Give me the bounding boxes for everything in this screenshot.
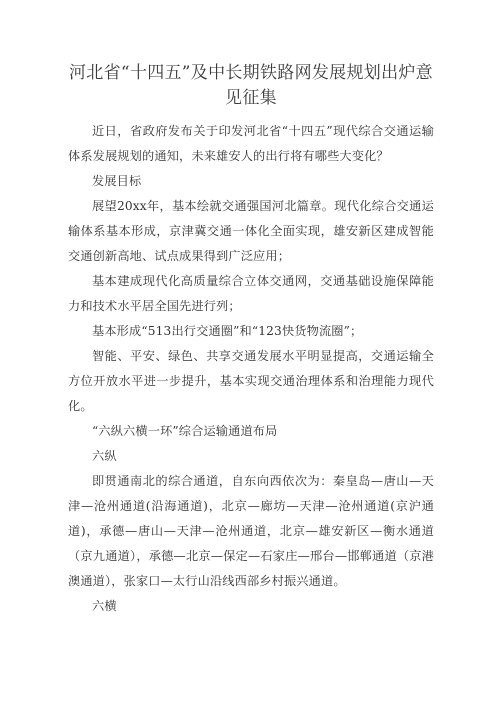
- paragraph-six-vertical-corridors: 即贯通南北的综合通道，自东向西依次为：秦皇岛—唐山—天津—沧州通道(沿海通道)，北京—廊坊—天津—沧州通道(京沪通道)，承德—唐山—天津—沧州通道，北京—雄安新区—衡水通道（京九通道），承德—北京—保定—石家庄—邢台—邯郸通道（京港澳通道），张家口—太行山沿线西部乡村振兴通道。: [68, 474, 434, 588]
- paragraph-intro: 近日，省政府发布关于印发河北省“十四五”现代综合交通运输体系发展规划的通知，未来雄安人的出行将有哪些大变化？: [68, 124, 434, 163]
- paragraph-smart-transport: 智能、平安、绿色、共享交通发展水平明显提高，交通运输全方位开放水平进一步提升，基本实现交通治理体系和治理能力现代化。: [68, 349, 434, 413]
- paragraph-transport-network: 基本建成现代化高质量综合立体交通网，交通基础设施保障能力和技术水平居全国先进行列；: [68, 274, 434, 313]
- paragraph-traffic-circles: 基本形成“513出行交通圈”和“123快货物流圈”；: [92, 324, 363, 338]
- heading-six-horizontal: 六横: [92, 599, 117, 613]
- heading-corridor-layout: “六纵六横一环”综合运输通道布局: [92, 424, 278, 438]
- heading-six-vertical: 六纵: [92, 449, 117, 463]
- paragraph-outlook: 展望20xx年，基本绘就交通强国河北篇章。现代化综合交通运输体系基本形成，京津冀交通一体化全面实现，雄安新区建成智能交通创新高地、试点成果得到广泛应用；: [68, 199, 434, 263]
- document-title: 河北省“十四五”及中长期铁路网发展规划出炉意见征集: [69, 63, 433, 108]
- heading-development-goals: 发展目标: [92, 174, 142, 188]
